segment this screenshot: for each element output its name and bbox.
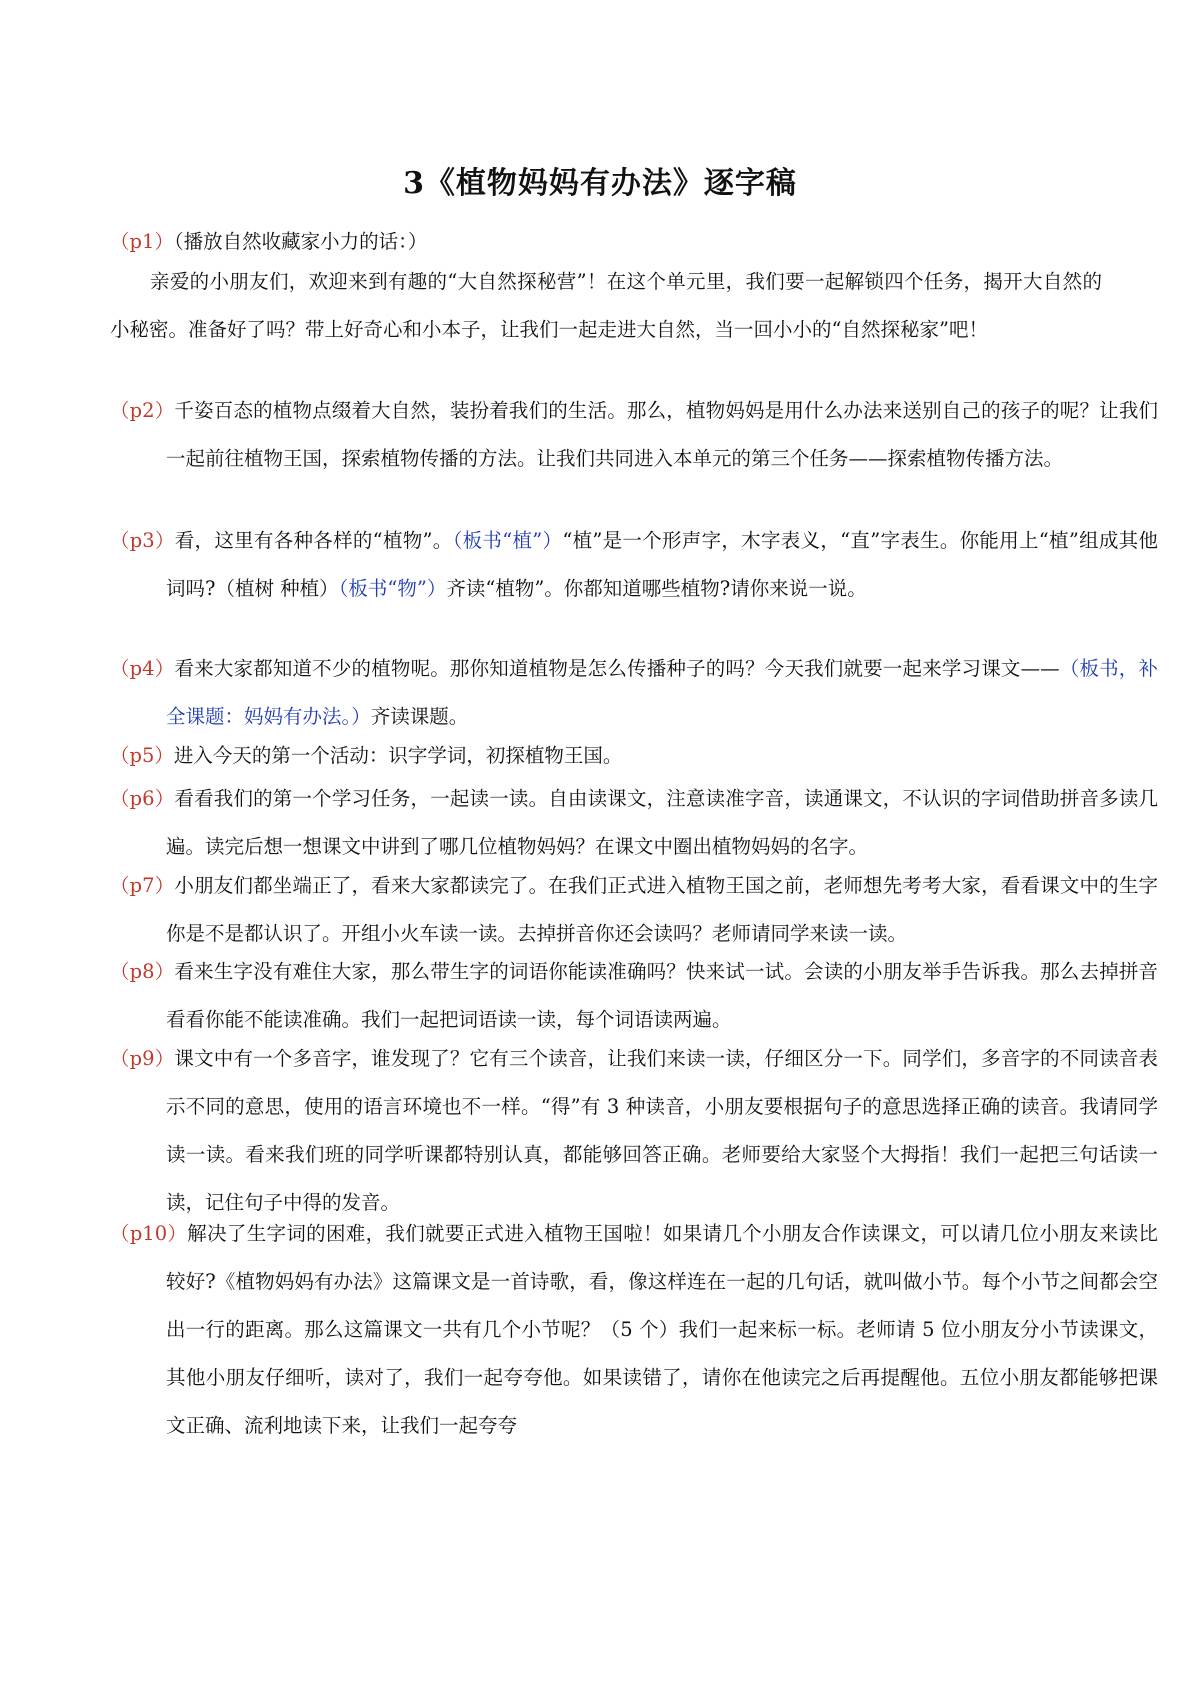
paragraph-text: 课文中有一个多音字，谁发现了？它有三个读音，让我们来读一读，仔细区分一下。同学们，多音字的不同读音表示不同的意思，使用的语言环境也不一样。“得”有 3 种读音，小朋友要根据句子的意思选择正确的读音。我请同学读一读。看来我们班的同学听课都特别认真，都能够回答正确。老师要给大家竖个大拇指！我们一起把三句话读一读，记住句子中得的发音。	[166, 1047, 1158, 1214]
paragraph-p3	[110, 517, 1158, 613]
paragraph-text: 看来大家都知道不少的植物呢。那你知道植物是怎么传播种子的吗？今天我们就要一起来学习课文——	[174, 657, 1060, 680]
paragraph-p10	[110, 1210, 1158, 1450]
paragraph-tag: （p5）	[110, 744, 174, 767]
paragraph-p4	[110, 645, 1158, 741]
paragraph-text: 千姿百态的植物点缀着大自然，装扮着我们的生活。那么，植物妈妈是用什么办法来送别自己的孩子的呢？让我们一起前往植物王国，探索植物传播的方法。让我们共同进入本单元的第三个任务——探索植物传播方法。	[166, 399, 1158, 470]
paragraph-text: 进入今天的第一个活动：识字学词，初探植物王国。	[173, 744, 623, 767]
paragraph-text: “植”是一个形声字，木字表义，“直”字表生。你能用上“植”组成其他词吗?（植树 种植）	[166, 529, 1158, 600]
paragraph-tag: （p3）	[110, 529, 175, 552]
paragraph-text: 解决了生字词的困难，我们就要正式进入植物王国啦！如果请几个小朋友合作读课文，可以请几位小朋友来读比较好?《植物妈妈有办法》这篇课文是一首诗歌，看，像这样连在一起的几句话，就叫做小节。每个小节之间都会空出一行的距离。那么这篇课文一共有几个小节呢？（5 个）我们一起来标一标。老师请 5 位小朋友分小节读课文，其他小朋友仔细听，读对了，我们一起夸夸他。如果读错了，请你在他读完之后再提醒他。五位小朋友都能够把课文正确、流利地读下来，让我们一起夸夸	[166, 1222, 1158, 1437]
paragraph-p2	[110, 387, 1158, 483]
paragraph-p5	[110, 732, 1158, 780]
paragraph-tag: （p6）	[110, 787, 175, 810]
paragraph-intro	[110, 258, 1102, 354]
paragraph-p9	[110, 1035, 1158, 1227]
paragraph-tag: （p4）	[110, 657, 175, 680]
paragraph-tag: （p9）	[110, 1047, 175, 1070]
paragraph-tag: （p2）	[110, 399, 175, 422]
paragraph-text: 齐读课题。	[370, 705, 469, 728]
paragraph-p6	[110, 775, 1158, 871]
paragraph-text: 亲爱的小朋友们，欢迎来到有趣的“大自然探秘营”！在这个单元里，我们要一起解锁四个任务，揭开大自然的小秘密。准备好了吗？带上好奇心和小本子，让我们一起走进大自然，当一回小小的“自然探秘家”吧！	[110, 270, 1102, 341]
paragraph-tag: （p8）	[110, 960, 175, 983]
paragraph-text: 看来生字没有难住大家，那么带生字的词语你能读准确吗？快来试一试。会读的小朋友举手告诉我。那么去掉拼音看看你能不能读准确。我们一起把词语读一读，每个词语读两遍。	[166, 960, 1158, 1031]
board-note: （板书“物”）	[338, 577, 447, 600]
paragraph-text: 看，这里有各种各样的“植物”。	[174, 529, 453, 552]
paragraph-tag: （p7）	[110, 874, 175, 897]
paragraph-text: 看看我们的第一个学习任务，一起读一读。自由读课文，注意读准字音，读通课文，不认识的字词借助拼音多读几遍。读完后想一想课文中讲到了哪几位植物妈妈？在课文中圈出植物妈妈的名字。	[166, 787, 1158, 858]
paragraph-text: 齐读“植物”。你都知道哪些植物?请你来说一说。	[446, 577, 867, 600]
paragraph-tag: （p1）	[110, 230, 174, 253]
board-note: （板书“植”）	[452, 529, 563, 552]
paragraph-tag: （p10）	[110, 1222, 188, 1245]
document-title: 3《植物妈妈有办法》逐字稿	[403, 166, 797, 201]
paragraph-text: 小朋友们都坐端正了，看来大家都读完了。在我们正式进入植物王国之前，老师想先考考大家，看看课文中的生字你是不是都认识了。开组小火车读一读。去掉拼音你还会读吗？老师请同学来读一读。	[166, 874, 1158, 945]
paragraph-p7	[110, 862, 1158, 958]
paragraph-text: （播放自然收藏家小力的话：）	[173, 230, 428, 253]
board-note: （板书，补全课题：妈妈有办法。）	[166, 657, 1158, 728]
paragraph-p8	[110, 948, 1158, 1044]
